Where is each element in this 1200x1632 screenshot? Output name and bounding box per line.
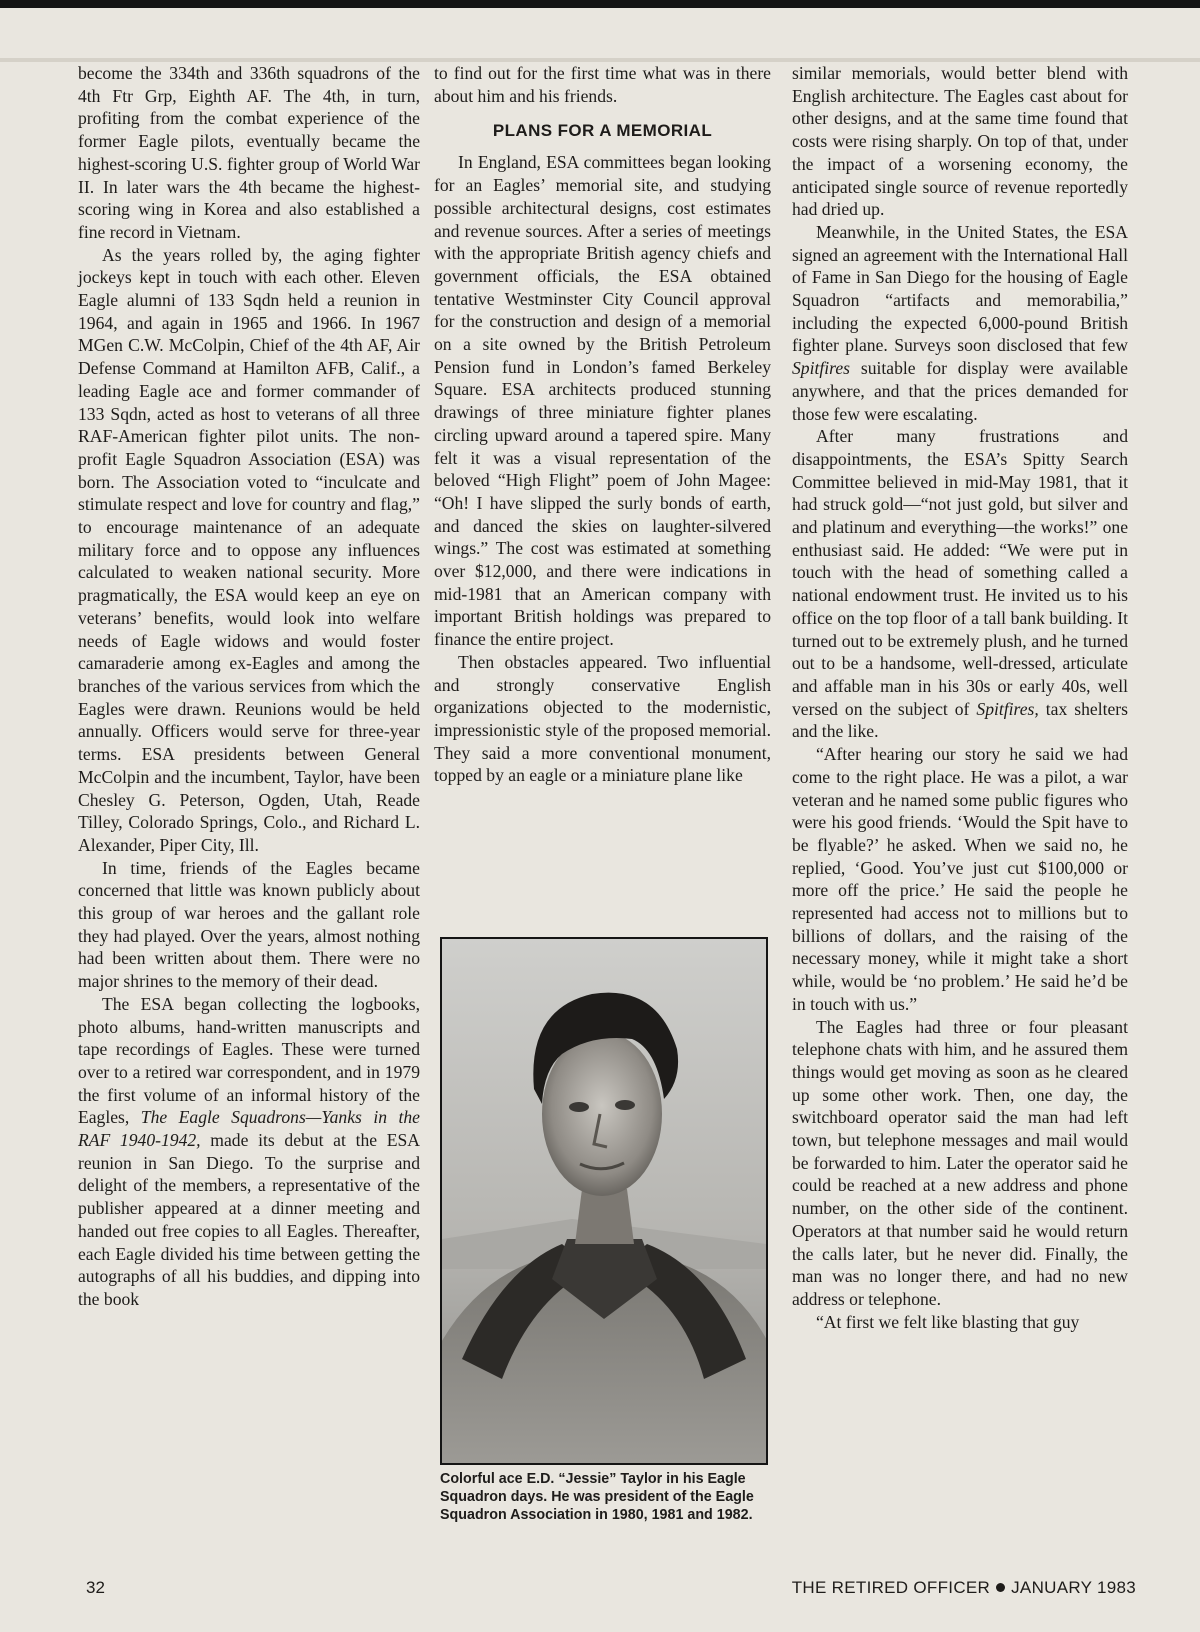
issue-date: JANUARY 1983: [1011, 1578, 1136, 1597]
photo-caption: Colorful ace E.D. “Jessie” Taylor in his Eagle Squadron days. He was president of the Eagle Squadron Association in 1980, 1981 and 1982.: [440, 1471, 754, 1523]
column-2: [434, 62, 771, 787]
text-run: After many frustrations and disappointments, the ESA’s Spitty Search Committee believed in mid-May 1981, that it had struck gold—“not just gold, but silver and and platinum and everything—the works!” one enthusiast said. He added: “We were put in touch with the head of something called a national endowment trust. He invited us to his office on the top floor of a tall bank building. It turned out to be extremely plush, and he turned out to be a handsome, well-dressed, articulate and affable man in his 30s or early 40s, well versed on the subject of: [792, 426, 1128, 719]
column-3: [792, 62, 1128, 1333]
paragraph: “At first we felt like blasting that guy: [816, 1311, 1080, 1332]
paragraph: [792, 425, 1128, 743]
paragraph: “After hearing our story he said we had come to the right place. He was a pilot, a war veteran and he named some public figures who were his good friends. ‘Would the Spit have to be flyable?’ he asked. When we said no, he replied, ‘Good. You’ve just cut $100,000 or more off the price.’ He said the people he represented had access not to millions but to billions of dollars, and the raising of the necessary money, while it might take a short while, would be ‘no problem.’ He said he’d be in touch with us.”: [792, 744, 1128, 1014]
text-run: The ESA began collecting the logbooks, photo albums, hand-written manuscripts and tape recordings of Eagles. These were turned over to a retired war correspondent, and in 1979 the first volume of an informal history of the Eagles,: [78, 993, 420, 1128]
text-run: suitable for display were available anywhere, and that the prices demanded for those few were escalating.: [792, 358, 1128, 424]
paragraph: [78, 993, 420, 1311]
italic-term: Spitfires,: [976, 698, 1039, 719]
text-run: tax shelters and the like.: [792, 698, 1128, 742]
publication-name: THE RETIRED OFFICER: [791, 1578, 991, 1597]
paragraph: Then obstacles appeared. Two influential and strongly conservative English organizations objected to the modernistic, impressionistic style of the proposed memorial. They said a more conventional monument, topped by an eagle or a miniature plane like: [434, 651, 771, 786]
paragraph: As the years rolled by, the aging fighter jockeys kept in touch with each other. Eleven Eagle alumni of 133 Sqdn held a reunion in 1964, and again in 1965 and 1966. In 1967 MGen C.W. McColpin, Chief of the 4th AF, Air Defense Command at Hamilton AFB, Calif., a leading Eagle ace and former commander of 133 Sqdn, acted as host to veterans of all three RAF-American fighter pilot units. The non-profit Eagle Squadron Association (ESA) was born. The Association voted to “inculcate and stimulate respect and love for country and flag,” to encourage maintenance of an adequate military force and to oppose any influences calculated to weaken national security. More pragmatically, the ESA would keep an eye on veterans’ benefits, would look into welfare needs of Eagle widows and would foster camaraderie among ex-Eagles and among the branches of the various services from which the Eagles were drawn. Reunions would be held annually. Officers would serve for three-year terms. ESA presidents between General McColpin and the incumbent, Taylor, have been Chesley G. Peterson, Ogden, Utah, Reade Tilley, Colorado Springs, Colo., and Richard L. Alexander, Piper City, Ill.: [78, 244, 420, 855]
paragraph: to find out for the first time what was in there about him and his friends.: [434, 63, 771, 106]
section-heading: PLANS FOR A MEMORIAL: [492, 121, 713, 141]
scan-top-edge: [0, 0, 1200, 8]
book-title: The Eagle Squadrons—Yanks in the RAF 1940-1942,: [78, 1107, 420, 1151]
paragraph: become the 334th and 336th squadrons of the 4th Ftr Grp, Eighth AF. The 4th, in turn, profiting from the combat experience of the former Eagle pilots, eventually became the highest-scoring U.S. fighter group of World War II. In later wars the 4th became the highest-scoring wing in Korea and also established a fine record in Vietnam.: [78, 63, 420, 242]
paragraph: In England, ESA committees began looking for an Eagles’ memorial site, and studying possible architectural designs, cost estimates and revenue sources. After a series of meetings with the appropriate British agency chiefs and government officials, the ESA obtained tentative Westminster City Council approval for the construction and design of a memorial on a site owned by the British Petroleum Pension fund in London’s famed Berkeley Square. ESA architects produced stunning drawings of three miniature fighter planes circling upward around a tapered spire. Many felt it was a visual representation of the beloved “High Flight” poem of John Magee: “Oh! I have slipped the surly bonds of earth, and danced the skies on laughter-silvered wings.” The cost was estimated at something over $12,000, and there were indications in mid-1981 that an American company with important British holdings was prepared to finance the entire project.: [434, 152, 771, 650]
bullet-icon: [996, 1583, 1005, 1592]
paragraph: In time, friends of the Eagles became concerned that little was known publicly about this group of war heroes and the gallant role they had played. Over the years, almost nothing had been written about them. There were no major shrines to the memory of their dead.: [78, 857, 420, 992]
paragraph: similar memorials, would better blend with English architecture. The Eagles cast about for other designs, and at the same time found that costs were rising sharply. On top of that, under the impact of a worsening economy, the anticipated single source of revenue reportedly had dried up.: [792, 63, 1128, 220]
italic-term: Spitfires: [792, 358, 850, 379]
running-footer: [792, 1578, 1136, 1598]
portrait-image: [442, 939, 766, 1463]
portrait-photo: [440, 937, 768, 1465]
paragraph: The Eagles had three or four pleasant telephone chats with him, and he assured them things would get moving as soon as he cleared up some other work. Then, one day, the switchboard operator said the man had left town, but telephone messages and mail would be forwarded to him. Later the operator said he could be reached at a new address and phone number, on the other side of the continent. Operators at that number said he would return the calls later, but he never did. Finally, the man was no longer there, and had no new address or telephone.: [792, 1016, 1128, 1309]
text-run: made its debut at the ESA reunion in San Diego. To the surprise and delight of the members, a representative of the publisher appeared at a dinner meeting and handed out free copies to all Eagles. Thereafter, each Eagle divided his time between getting the autographs of all his buddies, and dipping into the book: [78, 1130, 420, 1309]
column-1: [78, 62, 420, 1311]
paragraph: [792, 221, 1128, 425]
text-run: Meanwhile, in the United States, the ESA signed an agreement with the International Hall of Fame in San Diego for the housing of Eagle Squadron “artifacts and memorabilia,” including the expected 6,000-pound British fighter plane. Surveys soon disclosed that few: [792, 221, 1128, 356]
page-number: 32: [86, 1578, 105, 1597]
